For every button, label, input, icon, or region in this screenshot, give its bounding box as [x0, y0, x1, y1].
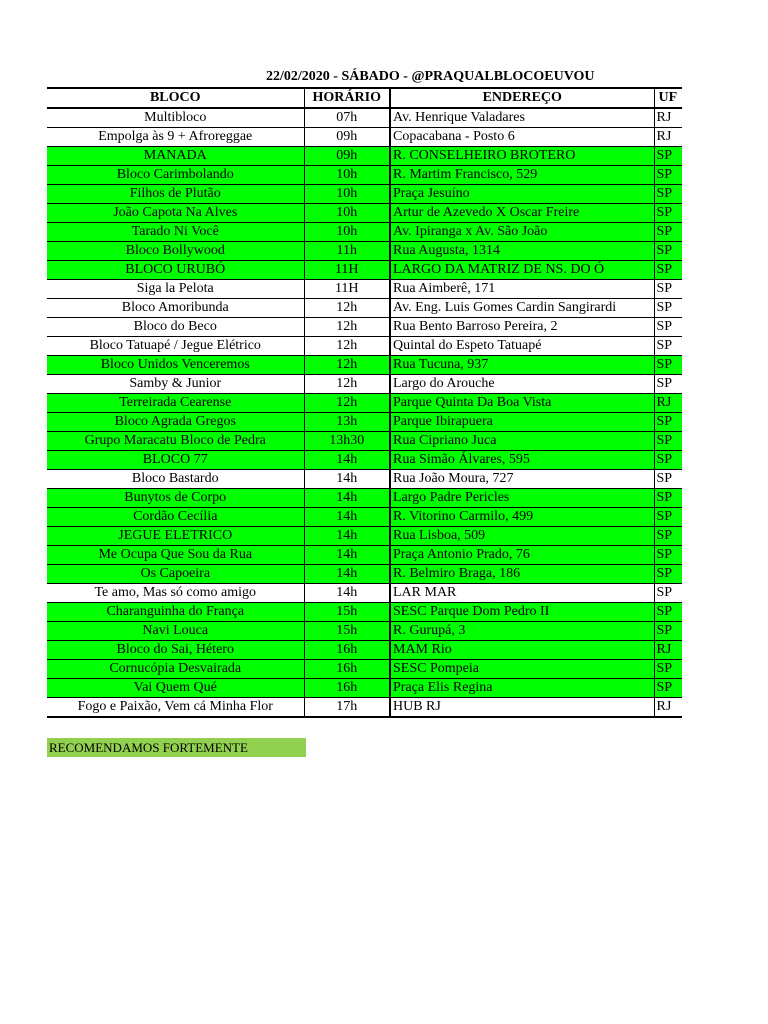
table-row: [47, 299, 682, 318]
table-row: [47, 394, 682, 413]
uf-cell: SP: [654, 432, 682, 451]
uf-cell: SP: [654, 489, 682, 508]
page-title: 22/02/2020 - SÁBADO - @PRAQUALBLOCOEUVOU: [266, 69, 595, 84]
bloco-cell: BLOCO URUBÓ: [47, 261, 304, 280]
endereco-cell: Av. Henrique Valadares: [390, 108, 654, 128]
endereco-cell: Rua Aimberê, 171: [390, 280, 654, 299]
endereco-cell: Rua Bento Barroso Pereira, 2: [390, 318, 654, 337]
bloco-cell: Fogo e Paixão, Vem cá Minha Flor: [47, 698, 304, 718]
horario-cell: 13h: [304, 413, 390, 432]
table-row: [47, 185, 682, 204]
table-row: [47, 641, 682, 660]
uf-cell: SP: [654, 375, 682, 394]
table-row: [47, 375, 682, 394]
endereco-cell: R. Martim Francisco, 529: [390, 166, 654, 185]
horario-cell: 10h: [304, 223, 390, 242]
horario-cell: 14h: [304, 489, 390, 508]
horario-cell: 12h: [304, 356, 390, 375]
table-row: [47, 166, 682, 185]
bloco-cell: Samby & Junior: [47, 375, 304, 394]
table-row: [47, 603, 682, 622]
uf-cell: SP: [654, 622, 682, 641]
uf-cell: SP: [654, 565, 682, 584]
bloco-cell: Bloco Bollywood: [47, 242, 304, 261]
endereco-cell: Rua Lisboa, 509: [390, 527, 654, 546]
uf-cell: SP: [654, 337, 682, 356]
bloco-cell: Bloco Agrada Gregos: [47, 413, 304, 432]
horario-cell: 10h: [304, 185, 390, 204]
bloco-cell: Bunytos de Corpo: [47, 489, 304, 508]
endereco-cell: SESC Pompeia: [390, 660, 654, 679]
endereco-cell: Rua Tucuna, 937: [390, 356, 654, 375]
bloco-cell: Me Ocupa Que Sou da Rua: [47, 546, 304, 565]
horario-cell: 14h: [304, 565, 390, 584]
header-row: [47, 88, 682, 108]
table-row: [47, 108, 682, 128]
table-row: [47, 451, 682, 470]
endereco-cell: Largo Padre Pericles: [390, 489, 654, 508]
uf-cell: SP: [654, 147, 682, 166]
bloco-cell: Bloco Carimbolando: [47, 166, 304, 185]
horario-cell: 13h30: [304, 432, 390, 451]
uf-cell: SP: [654, 261, 682, 280]
horario-cell: 15h: [304, 622, 390, 641]
horario-cell: 10h: [304, 166, 390, 185]
table-row: [47, 584, 682, 603]
bloco-cell: Bloco do Sai, Hétero: [47, 641, 304, 660]
bloco-cell: Bloco Tatuapé / Jegue Elétrico: [47, 337, 304, 356]
schedule-body: [47, 108, 682, 717]
uf-cell: SP: [654, 356, 682, 375]
uf-cell: SP: [654, 679, 682, 698]
bloco-cell: BLOCO 77: [47, 451, 304, 470]
table-row: [47, 147, 682, 166]
table-row: [47, 128, 682, 147]
header-bloco: BLOCO: [47, 88, 304, 108]
horario-cell: 07h: [304, 108, 390, 128]
uf-cell: SP: [654, 584, 682, 603]
recommend-legend: RECOMENDAMOS FORTEMENTE: [47, 738, 306, 757]
header-endereco: ENDEREÇO: [390, 88, 654, 108]
endereco-cell: MAM Rio: [390, 641, 654, 660]
bloco-cell: Empolga às 9 + Afroreggae: [47, 128, 304, 147]
table-row: [47, 660, 682, 679]
bloco-cell: João Capota Na Alves: [47, 204, 304, 223]
table-row: [47, 356, 682, 375]
table-row: [47, 432, 682, 451]
table-row: [47, 489, 682, 508]
bloco-cell: Cordão Cecília: [47, 508, 304, 527]
table-row: [47, 470, 682, 489]
bloco-cell: Te amo, Mas só como amigo: [47, 584, 304, 603]
uf-cell: SP: [654, 660, 682, 679]
table-row: [47, 318, 682, 337]
uf-cell: RJ: [654, 128, 682, 147]
uf-cell: SP: [654, 204, 682, 223]
endereco-cell: LARGO DA MATRIZ DE NS. DO Ó: [390, 261, 654, 280]
table-row: [47, 508, 682, 527]
bloco-cell: Bloco Amoribunda: [47, 299, 304, 318]
endereco-cell: Quintal do Espeto Tatuapé: [390, 337, 654, 356]
bloco-cell: Filhos de Plutão: [47, 185, 304, 204]
endereco-cell: R. CONSELHEIRO BROTERO: [390, 147, 654, 166]
horario-cell: 14h: [304, 470, 390, 489]
uf-cell: RJ: [654, 698, 682, 718]
endereco-cell: LAR MAR: [390, 584, 654, 603]
endereco-cell: Praça Antonio Prado, 76: [390, 546, 654, 565]
uf-cell: SP: [654, 603, 682, 622]
bloco-cell: Terreirada Cearense: [47, 394, 304, 413]
bloco-cell: Tarado Ni Você: [47, 223, 304, 242]
bloco-cell: Grupo Maracatu Bloco de Pedra: [47, 432, 304, 451]
table-row: [47, 223, 682, 242]
bloco-cell: Bloco do Beco: [47, 318, 304, 337]
horario-cell: 12h: [304, 375, 390, 394]
uf-cell: SP: [654, 527, 682, 546]
bloco-cell: Multibloco: [47, 108, 304, 128]
table-row: [47, 679, 682, 698]
schedule-table: [47, 87, 682, 718]
horario-cell: 17h: [304, 698, 390, 718]
horario-cell: 14h: [304, 527, 390, 546]
endereco-cell: HUB RJ: [390, 698, 654, 718]
bloco-cell: JEGUE ELETRICO: [47, 527, 304, 546]
endereco-cell: Rua Augusta, 1314: [390, 242, 654, 261]
endereco-cell: Parque Quinta Da Boa Vista: [390, 394, 654, 413]
bloco-cell: Bloco Unidos Venceremos: [47, 356, 304, 375]
table-row: [47, 413, 682, 432]
uf-cell: RJ: [654, 394, 682, 413]
table-row: [47, 204, 682, 223]
table-row: [47, 622, 682, 641]
horario-cell: 14h: [304, 584, 390, 603]
table-row: [47, 280, 682, 299]
horario-cell: 12h: [304, 394, 390, 413]
bloco-cell: Navi Louca: [47, 622, 304, 641]
horario-cell: 11h: [304, 242, 390, 261]
uf-cell: SP: [654, 223, 682, 242]
endereco-cell: Largo do Arouche: [390, 375, 654, 394]
uf-cell: SP: [654, 451, 682, 470]
table-row: [47, 242, 682, 261]
endereco-cell: Rua João Moura, 727: [390, 470, 654, 489]
header-horario: HORÁRIO: [304, 88, 390, 108]
horario-cell: 15h: [304, 603, 390, 622]
endereco-cell: Av. Eng. Luis Gomes Cardin Sangirardi: [390, 299, 654, 318]
uf-cell: SP: [654, 242, 682, 261]
horario-cell: 11H: [304, 280, 390, 299]
bloco-cell: Cornucópia Desvairada: [47, 660, 304, 679]
header-uf: UF: [654, 88, 682, 108]
horario-cell: 16h: [304, 641, 390, 660]
table-row: [47, 527, 682, 546]
horario-cell: 11H: [304, 261, 390, 280]
uf-cell: SP: [654, 546, 682, 565]
uf-cell: SP: [654, 413, 682, 432]
endereco-cell: R. Vitorino Carmilo, 499: [390, 508, 654, 527]
endereco-cell: Artur de Azevedo X Oscar Freire: [390, 204, 654, 223]
bloco-cell: Charanguinha do França: [47, 603, 304, 622]
table-row: [47, 698, 682, 718]
table-row: [47, 261, 682, 280]
table-row: [47, 546, 682, 565]
horario-cell: 10h: [304, 204, 390, 223]
endereco-cell: Parque Ibirapuera: [390, 413, 654, 432]
bloco-cell: Siga la Pelota: [47, 280, 304, 299]
horario-cell: 09h: [304, 147, 390, 166]
bloco-cell: Vai Quem Qué: [47, 679, 304, 698]
endereco-cell: Praça Jesuíno: [390, 185, 654, 204]
horario-cell: 14h: [304, 508, 390, 527]
uf-cell: SP: [654, 508, 682, 527]
bloco-cell: Os Capoeira: [47, 565, 304, 584]
endereco-cell: Av. Ipiranga x Av. São João: [390, 223, 654, 242]
horario-cell: 16h: [304, 660, 390, 679]
table-row: [47, 565, 682, 584]
endereco-cell: SESC Parque Dom Pedro II: [390, 603, 654, 622]
uf-cell: SP: [654, 185, 682, 204]
endereco-cell: R. Gurupá, 3: [390, 622, 654, 641]
bloco-cell: MANADA: [47, 147, 304, 166]
uf-cell: SP: [654, 318, 682, 337]
horario-cell: 12h: [304, 299, 390, 318]
endereco-cell: Praça Elis Regina: [390, 679, 654, 698]
uf-cell: RJ: [654, 641, 682, 660]
horario-cell: 16h: [304, 679, 390, 698]
endereco-cell: Rua Simão Álvares, 595: [390, 451, 654, 470]
endereco-cell: Rua Cipriano Juca: [390, 432, 654, 451]
endereco-cell: R. Belmiro Braga, 186: [390, 565, 654, 584]
bloco-cell: Bloco Bastardo: [47, 470, 304, 489]
horario-cell: 14h: [304, 546, 390, 565]
uf-cell: RJ: [654, 108, 682, 128]
table-row: [47, 337, 682, 356]
uf-cell: SP: [654, 299, 682, 318]
horario-cell: 12h: [304, 318, 390, 337]
horario-cell: 14h: [304, 451, 390, 470]
uf-cell: SP: [654, 280, 682, 299]
horario-cell: 12h: [304, 337, 390, 356]
endereco-cell: Copacabana - Posto 6: [390, 128, 654, 147]
horario-cell: 09h: [304, 128, 390, 147]
uf-cell: SP: [654, 470, 682, 489]
uf-cell: SP: [654, 166, 682, 185]
